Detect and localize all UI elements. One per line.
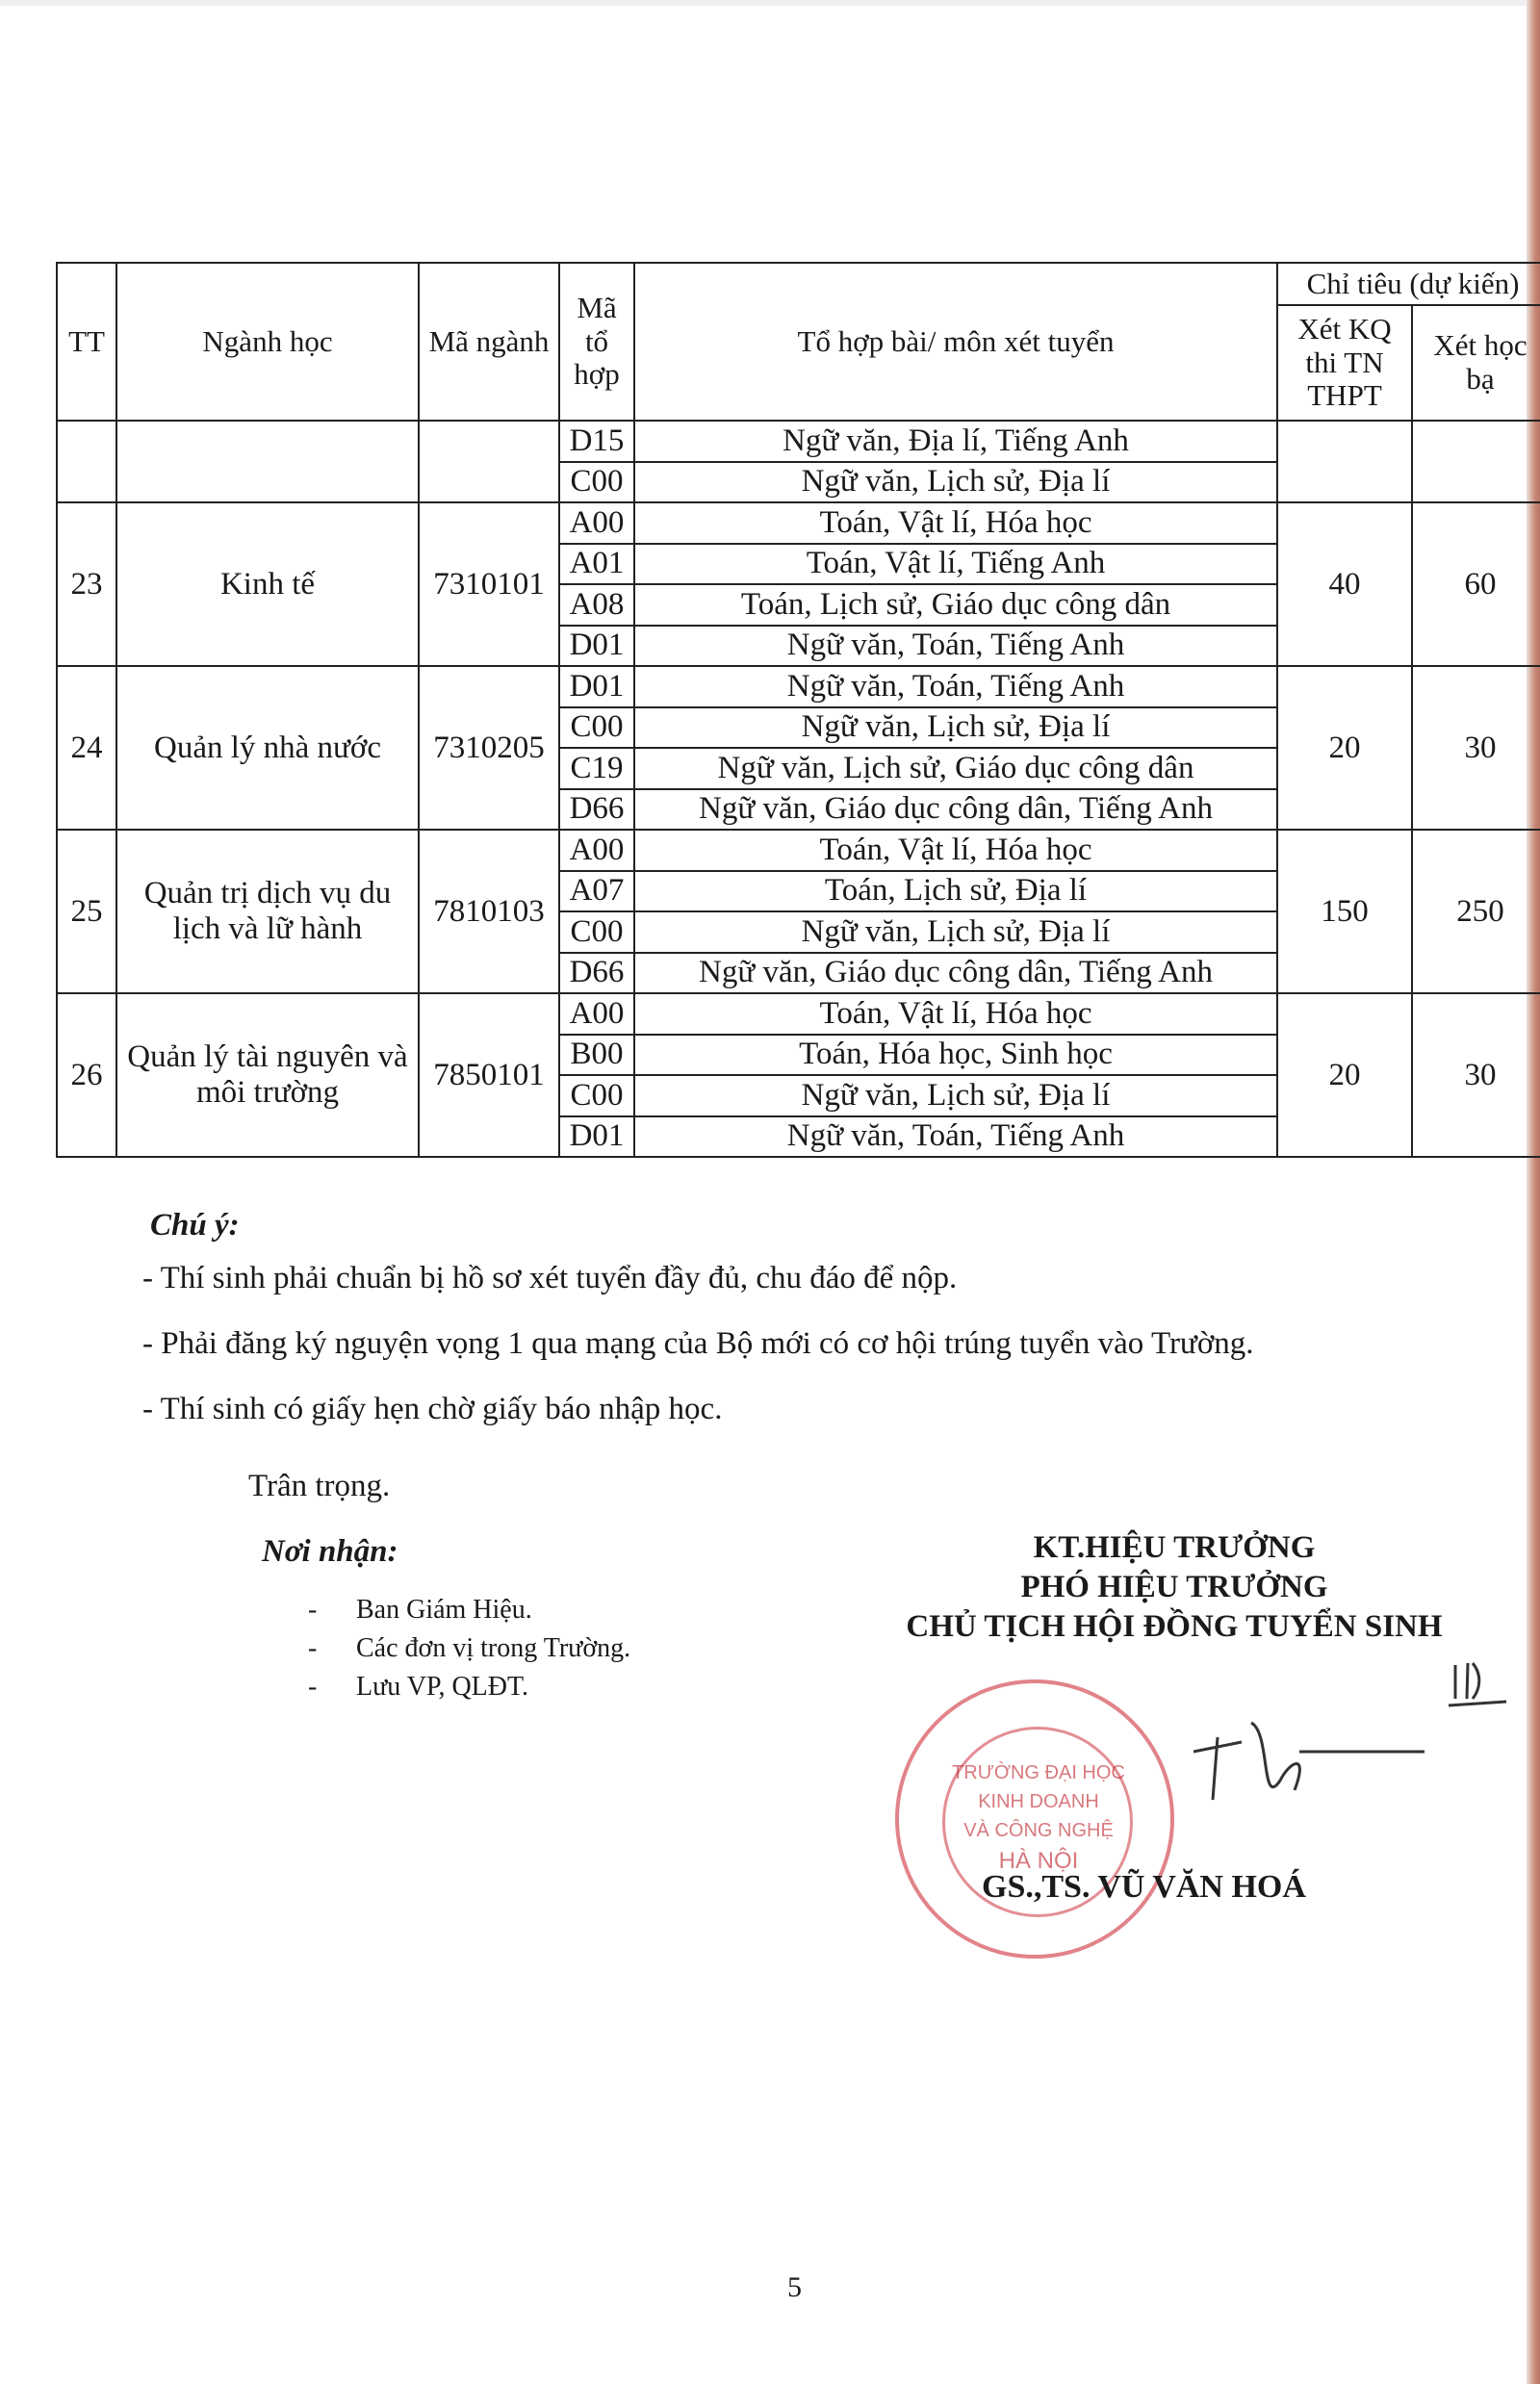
quota-transcript-cell: 250 (1412, 830, 1540, 993)
table-row (57, 421, 1540, 462)
subjects-cell: Toán, Vật lí, Hóa học (634, 502, 1277, 544)
notes-section (142, 1208, 1254, 1457)
subjects-cell: Ngữ văn, Giáo dục công dân, Tiếng Anh (634, 953, 1277, 994)
subjects-cell: Ngữ văn, Lịch sử, Địa lí (634, 462, 1277, 503)
header-quota-group: Chỉ tiêu (dự kiến) (1277, 263, 1540, 305)
table-row (57, 993, 1540, 1035)
signature-title-1: KT.HIỆU TRƯỞNG (1033, 1530, 1316, 1565)
subjects-cell: Ngữ văn, Lịch sử, Địa lí (634, 707, 1277, 749)
subjects-cell: Toán, Vật lí, Hóa học (634, 830, 1277, 871)
subjects-cell: Toán, Lịch sử, Địa lí (634, 871, 1277, 912)
combo-code-cell: D01 (559, 1116, 634, 1158)
quota-transcript-cell: 30 (1412, 666, 1540, 830)
header-quota-transcript: Xét học bạ (1412, 305, 1540, 421)
quota-exam-cell: 20 (1277, 666, 1412, 830)
subjects-cell: Ngữ văn, Toán, Tiếng Anh (634, 666, 1277, 707)
recipient-label: Ban Giám Hiệu. (356, 1595, 532, 1625)
notes-title: Chú ý: (150, 1208, 240, 1243)
combo-code-cell: C00 (559, 911, 634, 953)
major-cell: Quản lý tài nguyên và môi trường (116, 993, 419, 1157)
combo-code-cell: C00 (559, 707, 634, 749)
tt-cell: 23 (57, 502, 116, 666)
empty-cell (1412, 421, 1540, 502)
subjects-cell: Ngữ văn, Địa lí, Tiếng Anh (634, 421, 1277, 462)
page-top-shadow (0, 0, 1540, 6)
recipient-label: Lưu VP, QLĐT. (356, 1672, 529, 1702)
subjects-cell: Ngữ văn, Lịch sử, Địa lí (634, 1075, 1277, 1116)
combo-code-cell: A01 (559, 544, 634, 585)
subjects-cell: Ngữ văn, Giáo dục công dân, Tiếng Anh (634, 789, 1277, 831)
quota-exam-cell: 40 (1277, 502, 1412, 666)
table-row (57, 502, 1540, 544)
subjects-cell: Toán, Vật lí, Hóa học (634, 993, 1277, 1035)
subjects-cell: Ngữ văn, Toán, Tiếng Anh (634, 626, 1277, 667)
subjects-cell: Toán, Lịch sử, Giáo dục công dân (634, 584, 1277, 626)
combo-code-cell: A08 (559, 584, 634, 626)
recipients-list (262, 1591, 630, 1706)
signature-title-2: PHÓ HIỆU TRƯỞNG (1020, 1570, 1328, 1604)
combo-code-cell: A07 (559, 871, 634, 912)
list-item: - Ban Giám Hiệu. (308, 1595, 532, 1625)
header-combo-code: Mã tổ hợp (559, 263, 634, 421)
combo-code-cell: D15 (559, 421, 634, 462)
empty-cell (419, 421, 559, 502)
signer-name: GS.,TS. VŨ VĂN HOÁ (982, 1869, 1306, 1905)
combo-code-cell: C19 (559, 748, 634, 789)
quota-exam-cell: 150 (1277, 830, 1412, 993)
recipients-section (262, 1534, 630, 1706)
combo-code-cell: B00 (559, 1035, 634, 1076)
major-code-cell: 7310205 (419, 666, 559, 830)
list-item: - Các đơn vị trong Trường. (308, 1633, 631, 1663)
quota-transcript-cell: 30 (1412, 993, 1540, 1157)
note-line: - Thí sinh phải chuẩn bị hồ sơ xét tuyển đầy đủ, chu đáo để nộp. (142, 1261, 958, 1295)
note-line: - Phải đăng ký nguyện vọng 1 qua mạng của Bộ mới có cơ hội trúng tuyển vào Trường. (142, 1326, 1254, 1361)
combo-code-cell: D01 (559, 666, 634, 707)
empty-cell (1277, 421, 1412, 502)
official-stamp (895, 1679, 1174, 1959)
subjects-cell: Ngữ văn, Lịch sử, Giáo dục công dân (634, 748, 1277, 789)
signature-block (828, 1528, 1521, 1647)
tt-cell: 26 (57, 993, 116, 1157)
subjects-cell: Toán, Vật lí, Tiếng Anh (634, 544, 1277, 585)
recipient-label: Các đơn vị trong Trường. (356, 1633, 631, 1663)
admissions-table-wrapper (56, 262, 1540, 1158)
closing-text: Trân trọng. (248, 1469, 391, 1503)
combo-code-cell: C00 (559, 1075, 634, 1116)
note-line: - Thí sinh có giấy hẹn chờ giấy báo nhập học. (142, 1392, 723, 1426)
major-cell: Quản lý nhà nước (116, 666, 419, 830)
quota-transcript-cell: 60 (1412, 502, 1540, 666)
header-major-code: Mã ngành (419, 263, 559, 421)
table-row (57, 830, 1540, 871)
empty-cell (116, 421, 419, 502)
subjects-cell: Ngữ văn, Toán, Tiếng Anh (634, 1116, 1277, 1158)
combo-code-cell: D66 (559, 789, 634, 831)
subjects-cell: Ngữ văn, Lịch sử, Địa lí (634, 911, 1277, 953)
initials-icon (1444, 1655, 1511, 1713)
empty-cell (57, 421, 116, 502)
combo-code-cell: D66 (559, 953, 634, 994)
stamp-text: TRƯỜNG ĐẠI HỌC (952, 1762, 1125, 1783)
stamp-text: KINH DOANH (978, 1791, 1099, 1812)
admissions-table (56, 262, 1540, 1158)
header-subjects: Tổ hợp bài/ môn xét tuyển (634, 263, 1277, 421)
major-cell: Kinh tế (116, 502, 419, 666)
major-code-cell: 7310101 (419, 502, 559, 666)
header-tt: TT (57, 263, 116, 421)
stamp-text: HÀ NỘI (998, 1848, 1079, 1874)
major-code-cell: 7850101 (419, 993, 559, 1157)
major-cell: Quản trị dịch vụ du lịch và lữ hành (116, 830, 419, 993)
stamp-text: VÀ CÔNG NGHỆ (963, 1820, 1114, 1841)
header-major: Ngành học (116, 263, 419, 421)
combo-code-cell: A00 (559, 502, 634, 544)
header-quota-exam: Xét KQ thi TN THPT (1277, 305, 1412, 421)
combo-code-cell: C00 (559, 462, 634, 503)
signature-title-3: CHỦ TỊCH HỘI ĐỒNG TUYỂN SINH (906, 1609, 1443, 1644)
tt-cell: 25 (57, 830, 116, 993)
combo-code-cell: D01 (559, 626, 634, 667)
combo-code-cell: A00 (559, 993, 634, 1035)
major-code-cell: 7810103 (419, 830, 559, 993)
subjects-cell: Toán, Hóa học, Sinh học (634, 1035, 1277, 1076)
list-item: - Lưu VP, QLĐT. (308, 1672, 529, 1702)
combo-code-cell: A00 (559, 830, 634, 871)
table-row (57, 666, 1540, 707)
quota-exam-cell: 20 (1277, 993, 1412, 1157)
recipients-title: Nơi nhận: (262, 1534, 398, 1569)
signature-icon (1184, 1694, 1434, 1819)
page-number: 5 (787, 2271, 802, 2303)
tt-cell: 24 (57, 666, 116, 830)
